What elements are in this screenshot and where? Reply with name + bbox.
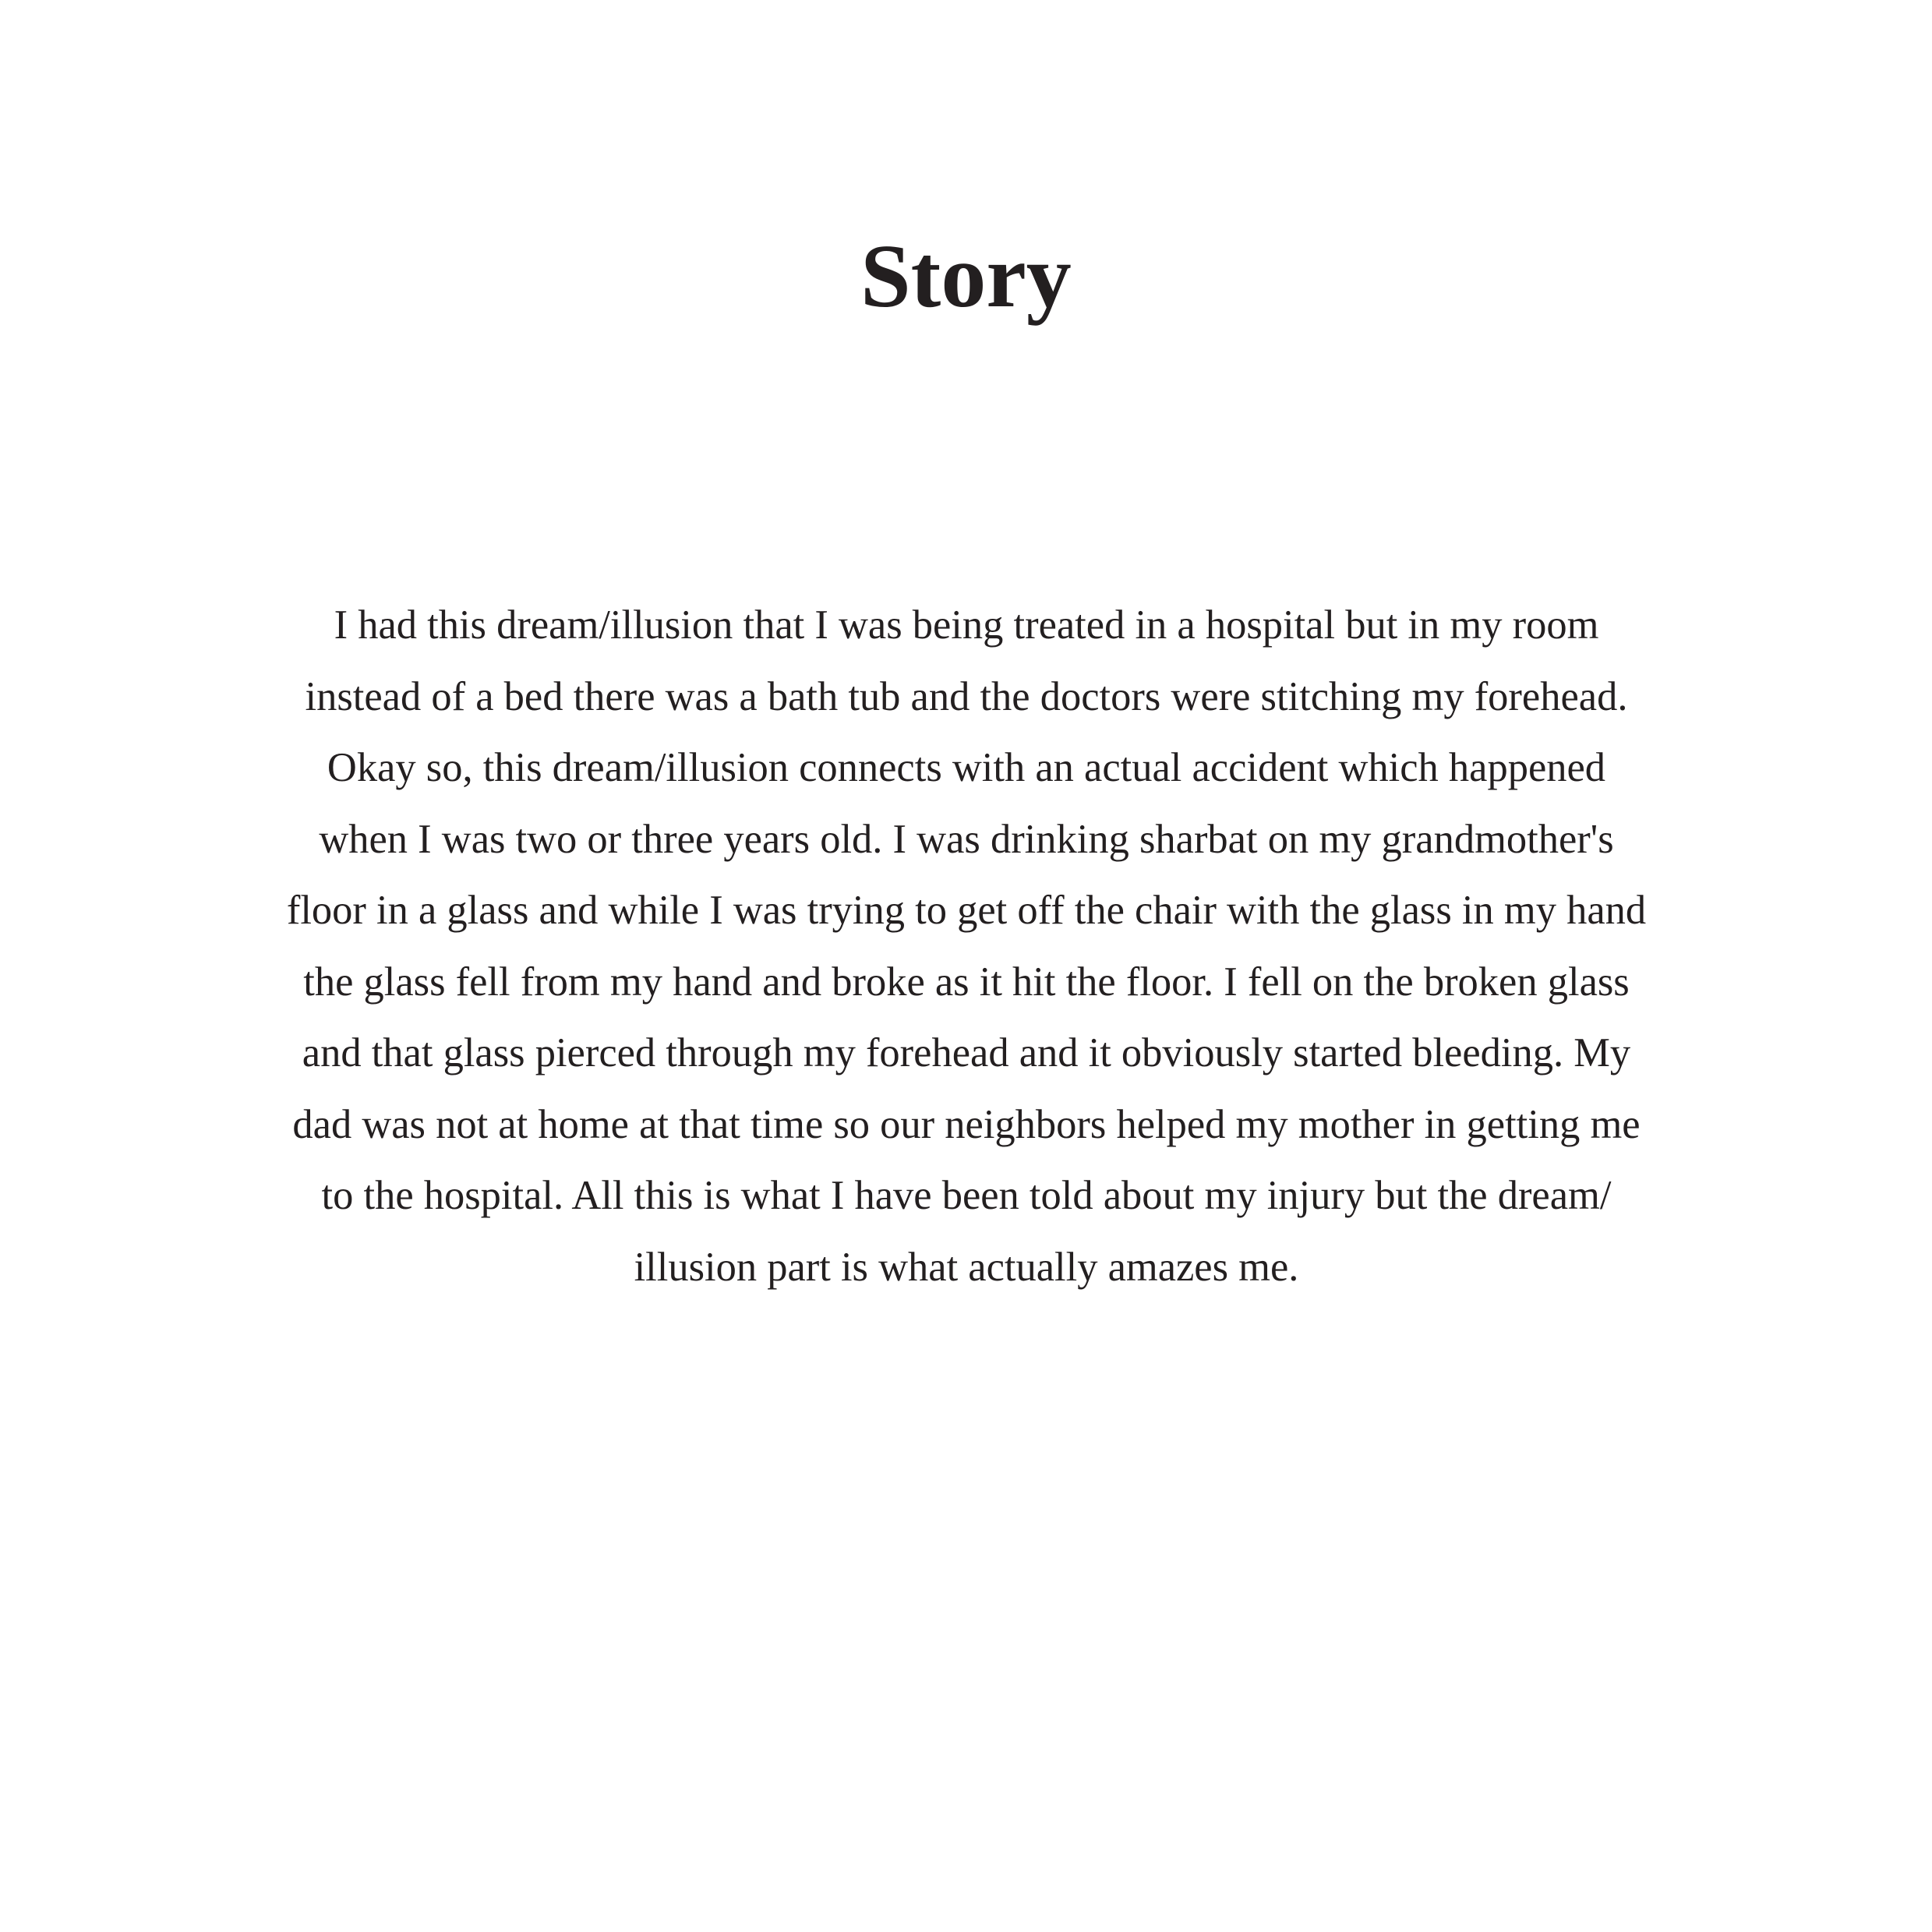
story-line: I had this dream/illusion that I was being treated in a hospital but in my room — [334, 602, 1599, 648]
page-title: Story — [860, 227, 1072, 327]
story-line: and that glass pierced through my forehead and it obviously started bleeding. My — [302, 1030, 1631, 1075]
story-line: dad was not at home at that time so our neighbors helped my mother in getting me — [292, 1101, 1641, 1147]
story-line: floor in a glass and while I was trying to get off the chair with the glass in my hand — [286, 888, 1647, 933]
story-line: instead of a bed there was a bath tub and the doctors were stitching my forehead. — [305, 673, 1628, 719]
story-line: the glass fell from my hand and broke as it hit the floor. I fell on the broken glass — [303, 959, 1630, 1005]
story-line: Okay so, this dream/illusion connects with an actual accident which happened — [327, 745, 1606, 790]
story-line: illusion part is what actually amazes me. — [634, 1244, 1299, 1290]
story-line: to the hospital. All this is what I have been told about my injury but the dream/ — [321, 1173, 1612, 1218]
story-text — [226, 590, 1707, 1303]
story-line: when I was two or three years old. I was drinking sharbat on my grandmother's — [319, 816, 1614, 862]
